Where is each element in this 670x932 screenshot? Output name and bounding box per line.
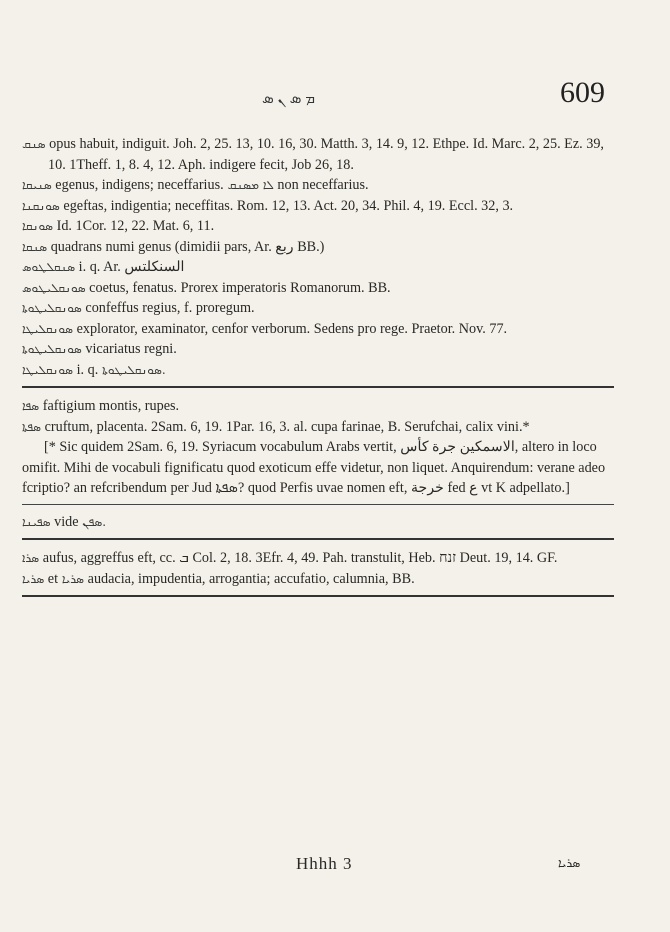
syriac-headword: ܣܦܬܐ xyxy=(22,419,42,434)
entry-text: et xyxy=(44,570,59,587)
dictionary-entry xyxy=(22,257,614,278)
page-footer xyxy=(0,854,670,878)
catchword: ܣܪܝܐ xyxy=(558,856,581,870)
entry-text: cruftum, placenta. 2Sam. 6, 19. 1Par. 16, 3. al. cupa farinae, B. Serufchai, calix vini.* xyxy=(41,418,530,435)
entry-text: coetus, fenatus. Prorex imperatoris Romanorum. BB. xyxy=(85,279,391,296)
entry-text: faftigium montis, rupes. xyxy=(39,398,180,414)
entry-text: i. q. xyxy=(73,361,99,378)
syriac-headword: ܣܘܢܩܠܝܛܘܬܐ xyxy=(22,342,82,356)
signature-mark: Hhhh 3 xyxy=(296,854,353,873)
section-divider xyxy=(22,595,614,597)
page-number: 609 xyxy=(560,76,605,109)
entry-text: opus habuit, indiguit. Joh. 2, 25. 13, 10. 16, 30. Matth. 3, 14. 9, 12. Ethpe. Id. Marc. 2, 25. Ez. 39, 10. 1Theff. 1, 8. 4, 12. Aph. indigere fecit, Job 26, 18. xyxy=(45,136,604,173)
dictionary-entry xyxy=(22,298,614,319)
syriac-inline-word: ܣܪܝܐ xyxy=(58,571,85,586)
entry-group-2 xyxy=(22,396,614,499)
syriac-headword: ܣܦܝܢܐ xyxy=(22,514,51,529)
entry-text: i. q. Ar. السنكلتس xyxy=(75,259,185,275)
section-divider xyxy=(22,538,614,540)
syriac-headword: ܣܪܐ xyxy=(22,551,40,565)
syriac-headword: ܣܘܢܩܢܐ xyxy=(22,198,60,213)
syriac-inline-word: ܠܐ ܡܣܢܩ xyxy=(223,178,274,192)
dictionary-entry xyxy=(22,175,614,196)
entry-text: egenus, indigens; neceffarius. xyxy=(51,177,224,193)
editorial-note: [* Sic quidem 2Sam. 6, 19. Syriacum vocabulum Arabs vertit, الاسمكين جرة كأس, altero in loco omifit. Mihi de vocabuli fignificatu quod exoticum effe videtur, non liquet. Anquirendum: verane adeo fcriptio? an refcribendum per Jud ܣܦܬܐ? quod Perfis uvae nomen eft, خرجة fed ع vt K adpellato.] xyxy=(22,439,606,496)
entry-text: audacia, impudentia, arrogantia; accufatio, calumnia, BB. xyxy=(84,570,415,587)
entry-text: confeffus regius, f. proregum. xyxy=(81,300,255,316)
syriac-headword: ܣܢܝܩܐ xyxy=(22,178,52,192)
syriac-headword: ܣܘܢܩܠܝܛܐ xyxy=(22,321,74,336)
syriac-headword: ܣܢܩܠܛܘܣ xyxy=(22,260,76,274)
entry-group-3 xyxy=(22,512,614,533)
entry-text: vide xyxy=(50,513,79,530)
syriac-headword: ܣܪܝܐ xyxy=(22,571,45,586)
dictionary-entry xyxy=(22,569,614,590)
entry-text: explorator, examinator, cenfor verborum. Sedens pro rege. Praetor. Nov. 77. xyxy=(73,320,508,337)
syriac-inline-word: ܣܘܢܩܠܝܛܘܬܐ. xyxy=(98,362,166,377)
dictionary-entry xyxy=(22,360,614,381)
dictionary-entry xyxy=(22,512,614,533)
syriac-headword: ܣܢܩ xyxy=(22,137,46,151)
syriac-headword: ܣܢܩܐ xyxy=(22,239,48,254)
syriac-headword: ܣܘܢܩܠܝܛܘܣ xyxy=(22,280,86,295)
entry-text: vicariatus regni. xyxy=(81,341,177,357)
dictionary-entry xyxy=(22,134,614,175)
dictionary-entry xyxy=(22,396,614,417)
entry-text: Id. 1Cor. 12, 22. Mat. 6, 11. xyxy=(53,218,215,234)
section-divider xyxy=(22,386,614,388)
dictionary-entry xyxy=(22,216,614,237)
entry-text: quadrans numi genus (dimidii pars, Ar. ربع BB.) xyxy=(47,238,325,255)
entry-group-4 xyxy=(22,548,614,589)
entry-text: non neceffarius. xyxy=(273,177,369,193)
dictionary-entries xyxy=(22,134,614,605)
syriac-headword: ܣܦܐ xyxy=(22,399,40,413)
section-divider xyxy=(22,504,614,505)
entry-group-1 xyxy=(22,134,614,380)
page-header xyxy=(0,76,670,116)
syriac-headword: ܣܘܢܩܠܝܛܐ xyxy=(22,362,74,377)
running-head: ܡ ܣ ܢ ܣ xyxy=(262,91,315,107)
dictionary-entry xyxy=(22,319,614,340)
entry-text: egeftas, indigentia; neceffitas. Rom. 12, 13. Act. 20, 34. Phil. 4, 19. Eccl. 32, 3. xyxy=(59,197,514,214)
syriac-headword: ܣܘܢܩܐ xyxy=(22,219,54,233)
dictionary-entry xyxy=(22,548,614,569)
dictionary-entry xyxy=(22,417,614,438)
entry-text: aufus, aggreffus eft, cc. ܒ Col. 2, 18. 3Efr. 4, 49. Pah. transtulit, Heb. זנח Deut. 19, 14. GF. xyxy=(39,550,558,566)
syriac-headword: ܣܘܢܩܠܝܛܘܬܐ xyxy=(22,301,82,315)
syriac-inline-word: ܣܦܢ. xyxy=(78,514,107,529)
dictionary-entry xyxy=(22,278,614,299)
dictionary-entry xyxy=(22,196,614,217)
dictionary-entry xyxy=(22,339,614,360)
dictionary-entry xyxy=(22,237,614,258)
